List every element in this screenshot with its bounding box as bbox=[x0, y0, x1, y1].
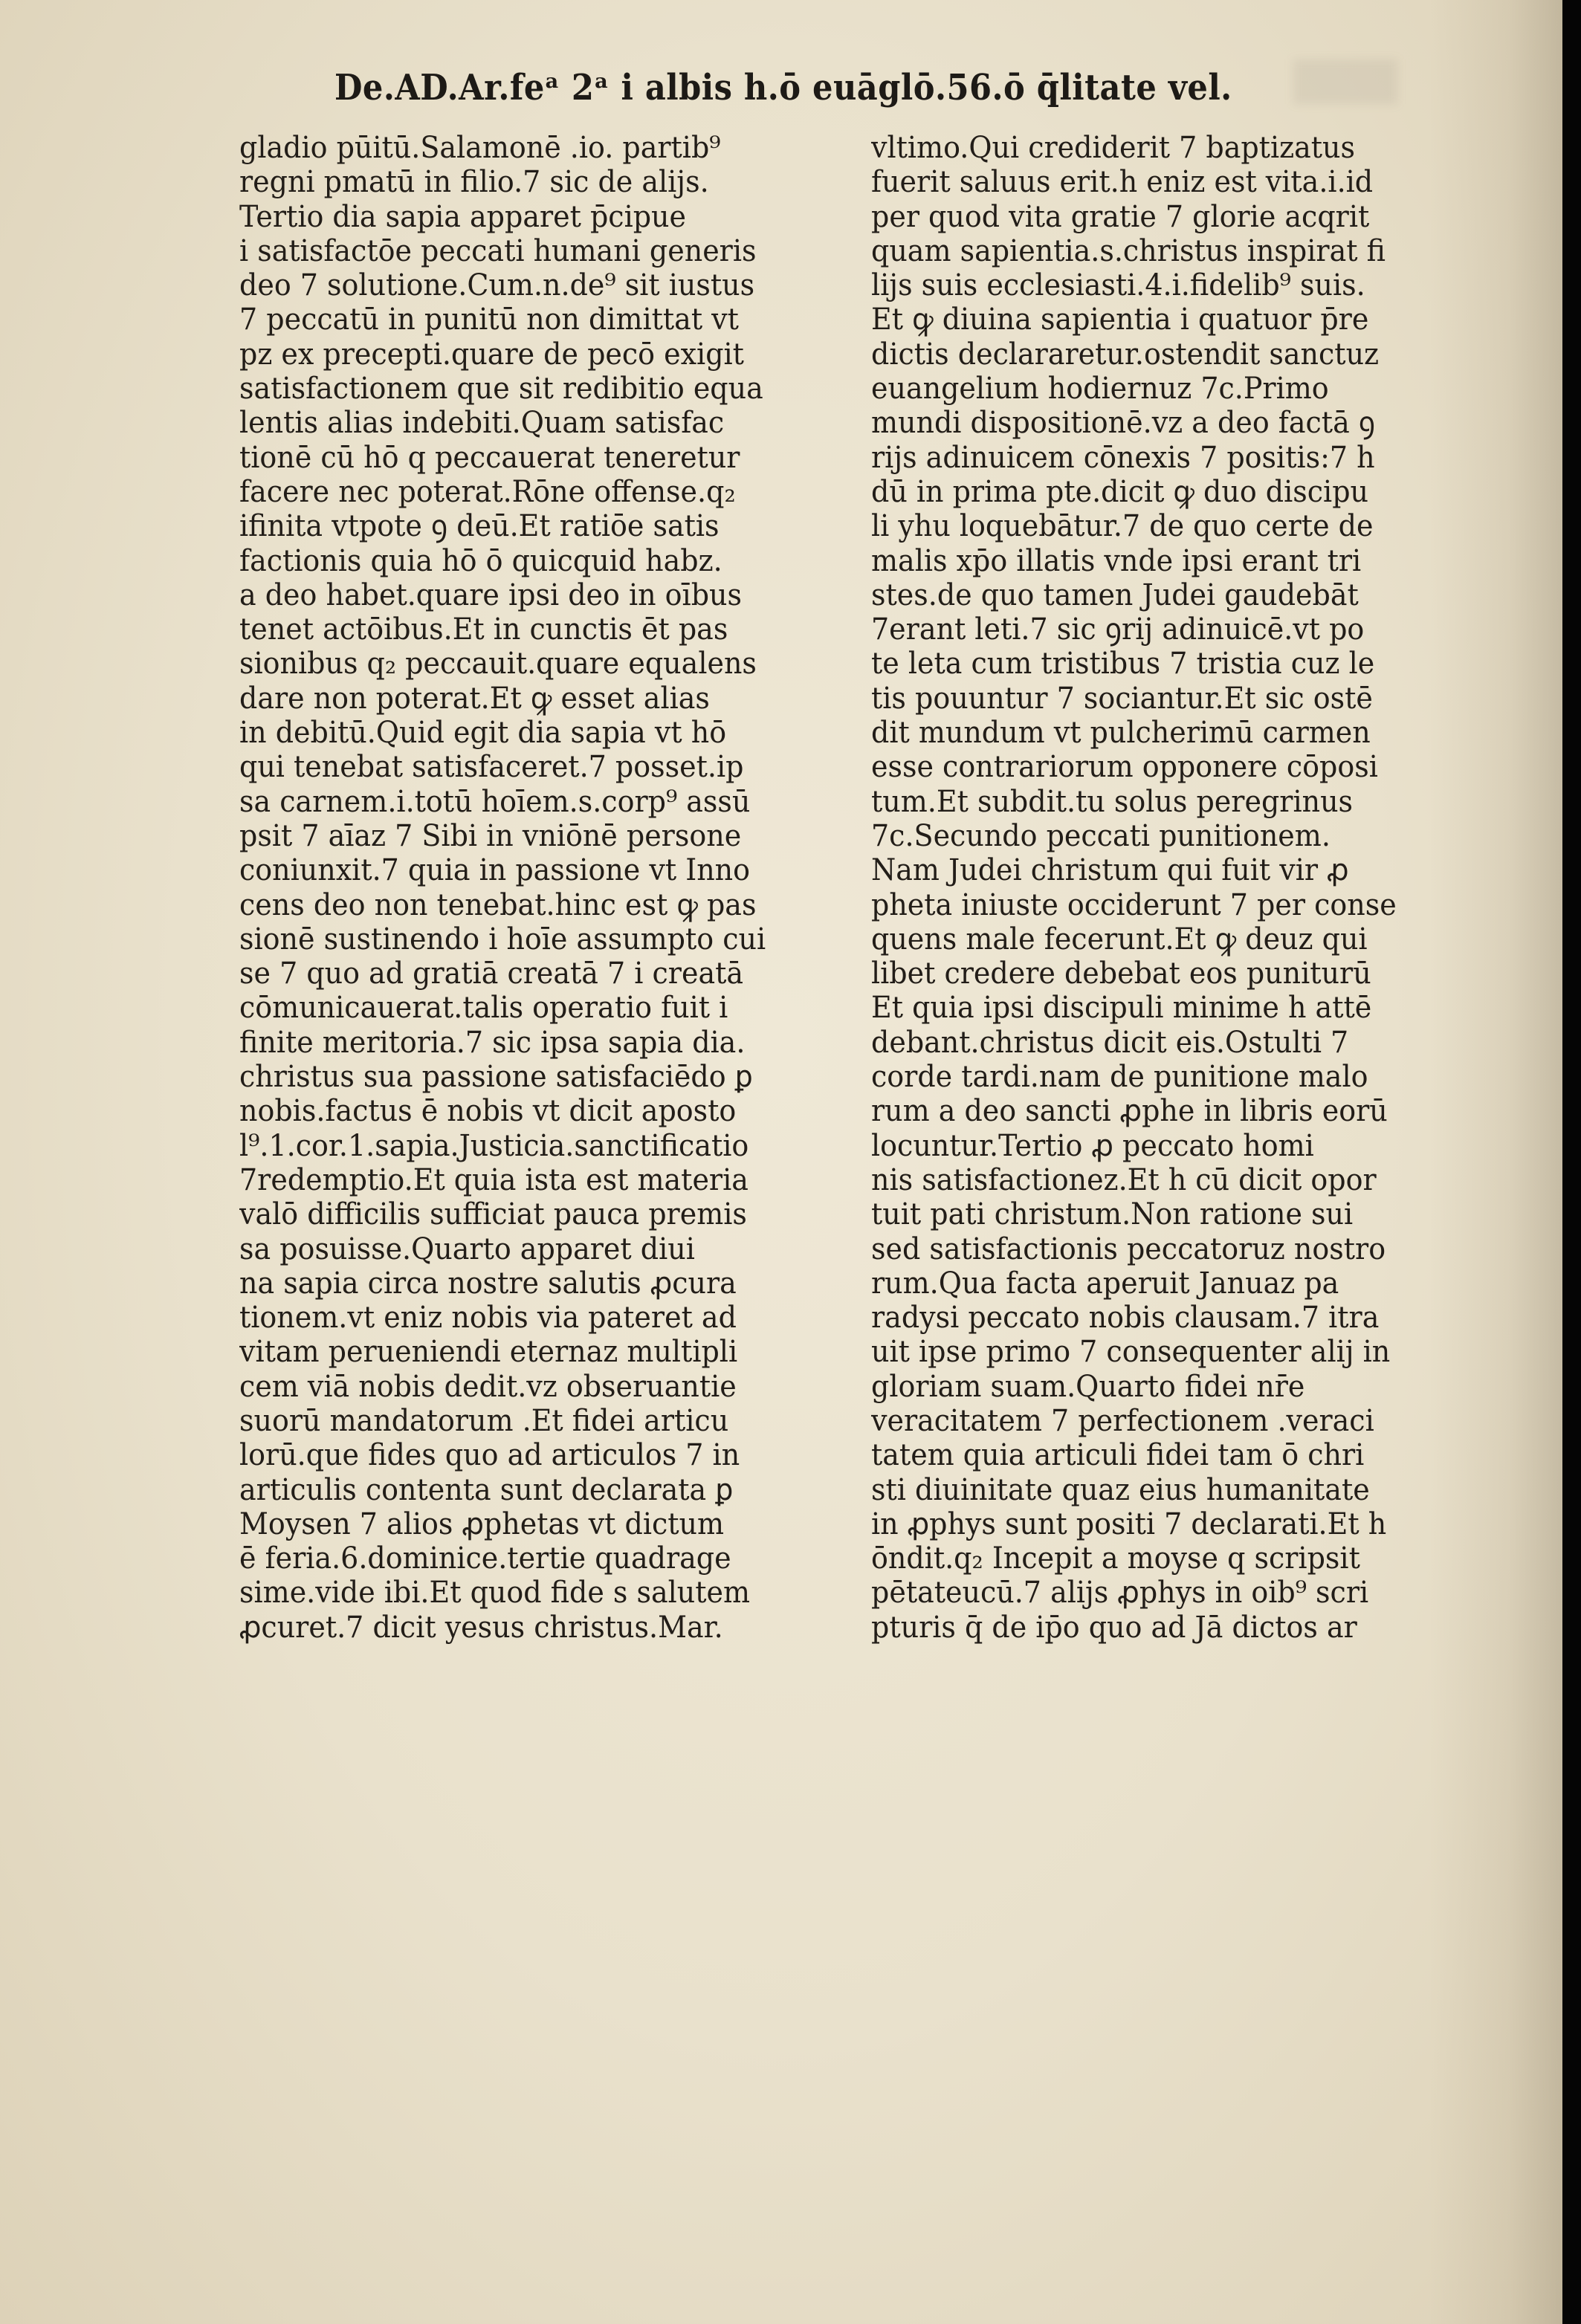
text-line: Moysen 7 alios ꝓphetas vt dictum bbox=[239, 1506, 725, 1541]
scan-border bbox=[1562, 0, 1581, 2324]
text-line: 7redemptio.Et quia ista est materia bbox=[239, 1162, 749, 1197]
text-line: psit 7 aīaz 7 Sibi in vniōnē persone bbox=[239, 818, 742, 853]
text-line: radysi peccato nobis clausam.7 itra bbox=[871, 1301, 1380, 1336]
text-line: per quod vita gratie 7 glorie acqrit bbox=[871, 199, 1370, 234]
text-line: pturis q̄ de ip̄o quo ad Jā dictos ar bbox=[871, 1610, 1357, 1645]
text-line: valō difficilis sufficiat pauca premis bbox=[239, 1197, 747, 1232]
text-line: dare non poterat.Et ꝙ esset alias bbox=[239, 681, 710, 716]
text-line: cōmunicauerat.talis operatio fuit i bbox=[239, 991, 728, 1026]
text-line: libet credere debebat eos puniturū bbox=[871, 957, 1371, 991]
text-line: ē feria.6.dominice.tertie quadrage bbox=[239, 1541, 731, 1576]
text-line: locuntur.Tertio ꝓ peccato homi bbox=[871, 1128, 1314, 1163]
text-line: fuerit saluus erit.h eniz est vita.i.id bbox=[871, 165, 1374, 200]
text-line: quens male fecerunt.Et ꝙ deuz qui bbox=[871, 922, 1368, 957]
text-line: Et ꝙ diuina sapientia i quatuor p̄re bbox=[871, 302, 1369, 337]
text-line: in debitū.Quid egit dia sapia vt hō bbox=[239, 716, 727, 751]
text-line: factionis quia hō ō quicquid habz. bbox=[239, 543, 722, 578]
text-line: tum.Et subdit.tu solus peregrinus bbox=[871, 784, 1354, 819]
text-line: regni pmatū in filio.7 sic de alijs. bbox=[239, 165, 709, 200]
text-line: suorū mandatorum .Et fidei articu bbox=[239, 1403, 729, 1438]
text-line: l⁹.1.cor.1.sapia.Justicia.sanctificatio bbox=[239, 1128, 749, 1163]
text-line: sionē sustinendo i hoīe assumpto cui bbox=[239, 922, 766, 957]
text-line: mundi dispositionē.vz a deo factā ꝯ bbox=[871, 406, 1376, 441]
ink-bleed-through bbox=[1293, 59, 1397, 104]
text-line: lentis alias indebiti.Quam satisfac bbox=[239, 406, 725, 441]
text-line: vitam perueniendi eternaz multipli bbox=[239, 1335, 738, 1370]
text-line: quam sapientia.s.christus inspirat fi bbox=[871, 233, 1386, 268]
text-line: in ꝓphys sunt positi 7 declarati.Et h bbox=[871, 1506, 1387, 1541]
text-line: facere nec poterat.Rōne offense.q₂ bbox=[239, 474, 736, 509]
text-line: dictis declararetur.ostendit sanctuz bbox=[871, 337, 1380, 372]
text-line: tionem.vt eniz nobis via pateret ad bbox=[239, 1301, 737, 1336]
text-line: tuit pati christum.Non ratione sui bbox=[871, 1197, 1354, 1232]
text-line: cem viā nobis dedit.vz obseruantie bbox=[239, 1369, 737, 1404]
text-line: euangelium hodiernuz 7c.Primo bbox=[871, 372, 1329, 407]
text-line: sa carnem.i.totū hoīem.s.corp⁹ assū bbox=[239, 784, 751, 819]
text-line: debant.christus dicit eis.Ostulti 7 bbox=[871, 1025, 1349, 1060]
text-line: corde tardi.nam de punitione malo bbox=[871, 1060, 1368, 1095]
right-text-column bbox=[871, 131, 1488, 1645]
text-line: articulis contenta sunt declarata ꝑ bbox=[239, 1472, 734, 1507]
text-line: christus sua passione satisfaciēdo ꝑ bbox=[239, 1060, 753, 1095]
text-line: sa posuisse.Quarto apparet diui bbox=[239, 1231, 695, 1266]
text-line: rum.Qua facta aperuit Januaz pa bbox=[871, 1266, 1339, 1301]
text-line: ōndit.q₂ Incepit a moyse q scripsit bbox=[871, 1541, 1360, 1576]
text-line: stes.de quo tamen Judei gaudebāt bbox=[871, 577, 1359, 612]
text-line: satisfactionem que sit redibitio equa bbox=[239, 372, 763, 407]
text-line: sime.vide ibi.Et quod fide s salutem bbox=[239, 1576, 751, 1611]
text-line: sionibus q₂ peccauit.quare equalens bbox=[239, 647, 757, 682]
left-text-column bbox=[239, 131, 856, 1645]
text-line: nis satisfactionez.Et h cū dicit opor bbox=[871, 1162, 1377, 1197]
text-line: pētateucū.7 alijs ꝓphys in oib⁹ scri bbox=[871, 1576, 1369, 1611]
text-line: ifinita vtpote ꝯ deū.Et ratiōe satis bbox=[239, 509, 720, 544]
running-headline: De.AD.Ar.feᵃ 2ᵃ i albis h.ō euāglō.56.ō q̄litate vel. bbox=[334, 67, 1232, 109]
text-line: tionē cū hō q peccauerat teneretur bbox=[239, 440, 740, 475]
text-line: 7 peccatū in punitū non dimittat vt bbox=[239, 302, 739, 337]
text-line: i satisfactōe peccati humani generis bbox=[239, 233, 757, 268]
text-line: rum a deo sancti ꝓphe in libris eorū bbox=[871, 1094, 1388, 1129]
text-line: Nam Judei christum qui fuit vir ꝓ bbox=[871, 853, 1349, 888]
text-line: dit mundum vt pulcherimū carmen bbox=[871, 716, 1371, 751]
text-line: uit ipse primo 7 consequenter alij in bbox=[871, 1335, 1391, 1370]
text-line: ꝓcuret.7 dicit yesus christus.Mar. bbox=[239, 1610, 723, 1645]
text-line: se 7 quo ad gratiā creatā 7 i creatā bbox=[239, 957, 744, 991]
text-line: coniunxit.7 quia in passione vt Inno bbox=[239, 853, 751, 888]
text-line: a deo habet.quare ipsi deo in oībus bbox=[239, 577, 743, 612]
text-line: gloriam suam.Quarto fidei nr̄e bbox=[871, 1369, 1305, 1404]
text-line: cens deo non tenebat.hinc est ꝙ pas bbox=[239, 887, 757, 922]
text-line: tatem quia articuli fidei tam ō chri bbox=[871, 1438, 1365, 1473]
text-line: 7erant leti.7 sic ꝯrij adinuicē.vt po bbox=[871, 612, 1365, 647]
text-line: tenet actōibus.Et in cunctis ēt pas bbox=[239, 612, 728, 647]
text-line: veracitatem 7 perfectionem .veraci bbox=[871, 1403, 1374, 1438]
text-line: Et quia ipsi discipuli minime h attē bbox=[871, 991, 1372, 1026]
text-line: rijs adinuicem cōnexis 7 positis:7 h bbox=[871, 440, 1375, 475]
text-line: li yhu loquebātur.7 de quo certe de bbox=[871, 509, 1374, 544]
text-line: 7c.Secundo peccati punitionem. bbox=[871, 818, 1331, 853]
text-line: Tertio dia sapia apparet p̄cipue bbox=[239, 199, 687, 234]
text-line: tis pouuntur 7 sociantur.Et sic ostē bbox=[871, 681, 1373, 716]
text-line: pz ex precepti.quare de pecō exigit bbox=[239, 337, 744, 372]
text-line: nobis.factus ē nobis vt dicit aposto bbox=[239, 1094, 737, 1129]
text-line: sed satisfactionis peccatoruz nostro bbox=[871, 1231, 1386, 1266]
text-line: finite meritoria.7 sic ipsa sapia dia. bbox=[239, 1025, 746, 1060]
text-line: malis xp̄o illatis vnde ipsi erant tri bbox=[871, 543, 1362, 578]
text-line: gladio pūitū.Salamonē .io. partib⁹ bbox=[239, 131, 721, 165]
text-line: vltimo.Qui crediderit 7 baptizatus bbox=[871, 131, 1356, 165]
text-line: na sapia circa nostre salutis ꝓcura bbox=[239, 1266, 737, 1301]
text-line: esse contrariorum opponere cōposi bbox=[871, 750, 1378, 785]
text-line: dū in prima pte.dicit ꝙ duo discipu bbox=[871, 474, 1369, 509]
text-line: qui tenebat satisfaceret.7 posset.ip bbox=[239, 750, 744, 785]
text-line: sti diuinitate quaz eius humanitate bbox=[871, 1472, 1370, 1507]
text-line: pheta iniuste occiderunt 7 per conse bbox=[871, 887, 1397, 922]
text-line: deo 7 solutione.Cum.n.de⁹ sit iustus bbox=[239, 268, 755, 303]
text-line: lijs suis ecclesiasti.4.i.fidelib⁹ suis. bbox=[871, 268, 1365, 303]
text-line: lorū.que fides quo ad articulos 7 in bbox=[239, 1438, 740, 1473]
text-line: te leta cum tristibus 7 tristia cuz le bbox=[871, 647, 1375, 682]
